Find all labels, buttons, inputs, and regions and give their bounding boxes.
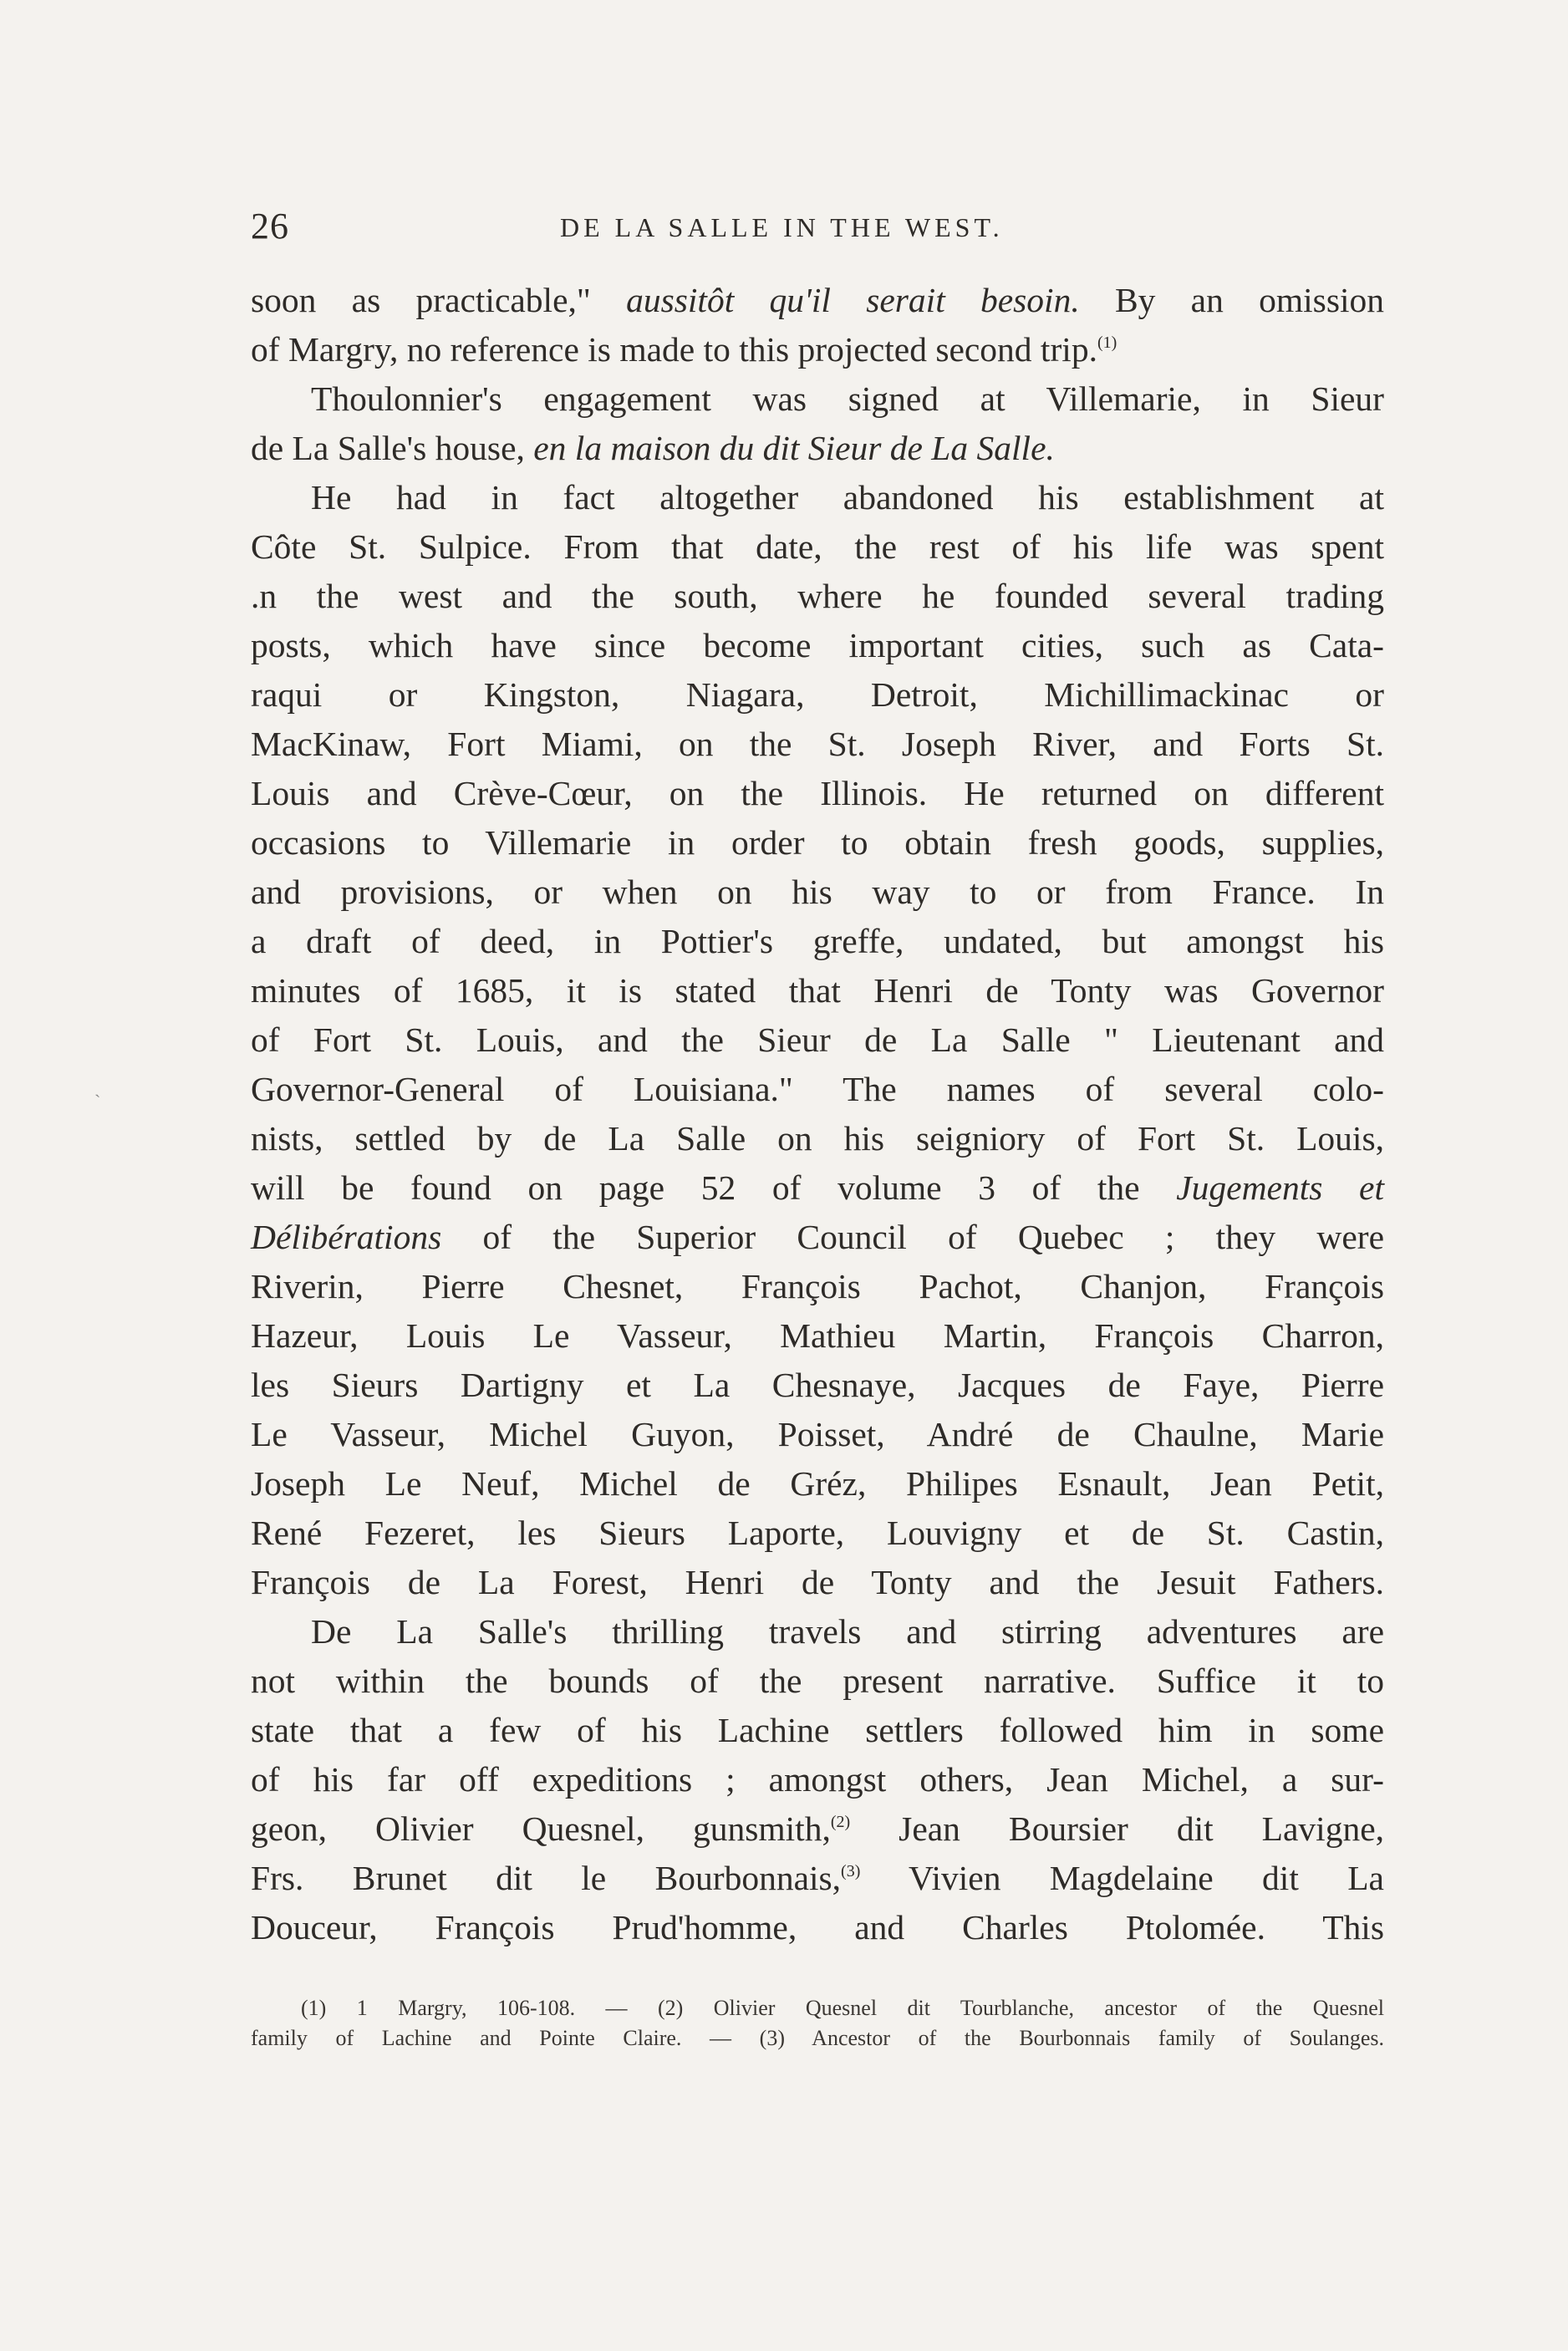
text-line: Délibérations of the Superior Council of Quebec ; they were: [251, 1218, 1384, 1256]
body-text: [251, 276, 1384, 1952]
margin-mark: `: [94, 1091, 101, 1112]
text-line: Governor-General of Louisiana." The names of several colo-: [251, 1070, 1384, 1108]
text-line: soon as practicable," aussitôt qu'il serait besoin. By an omission: [251, 281, 1384, 319]
text-line: Thoulonnier's engagement was signed at Villemarie, in Sieur: [311, 379, 1384, 418]
footnote-ref: (1): [1097, 333, 1117, 352]
footnote-ref: (3): [841, 1862, 861, 1880]
text-line: Douceur, François Prud'homme, and Charles Ptolomée. This: [251, 1908, 1384, 1946]
text-line: Frs. Brunet dit le Bourbonnais,$^{(3)}$ Vivien Magdelaine dit La: [251, 1859, 1384, 1897]
text-line: of Fort St. Louis, and the Sieur de La Salle " Lieutenant and: [251, 1020, 1384, 1059]
text-line: Le Vasseur, Michel Guyon, Poisset, André de Chaulne, Marie: [251, 1415, 1384, 1453]
text-line: .n the west and the south, where he founded several trading: [251, 577, 1384, 615]
footnotes: [251, 1993, 1384, 2053]
text-line: geon, Olivier Quesnel, gunsmith,$^{(2)}$ Jean Boursier dit Lavigne,: [251, 1809, 1384, 1848]
text-line: Côte St. Sulpice. From that date, the rest of his life was spent: [251, 527, 1384, 566]
text-line: a draft of deed, in Pottier's greffe, undated, but amongst his: [251, 922, 1384, 960]
text-line: state that a few of his Lachine settlers followed him in some: [251, 1711, 1384, 1749]
text-line: les Sieurs Dartigny et La Chesnaye, Jacques de Faye, Pierre: [251, 1366, 1384, 1404]
footnote-line: (1) 1 Margry, 106-108. — (2) Olivier Quesnel dit Tourblanche, ancestor of the Quesnel: [301, 1996, 1384, 2020]
footnote-line: family of Lachine and Pointe Claire. — (3) Ancestor of the Bourbonnais family of Soulanges.: [251, 2026, 1384, 2050]
footnote-ref: (2): [830, 1813, 851, 1831]
text-line: of Margry, no reference is made to this projected second trip.$^{(1)}$: [251, 330, 1117, 369]
text-line: François de La Forest, Henri de Tonty and the Jesuit Fathers.: [251, 1563, 1384, 1601]
text-line: René Fezeret, les Sieurs Laporte, Louvigny et de St. Castin,: [251, 1514, 1384, 1552]
text-line: of his far off expeditions ; amongst others, Jean Michel, a sur-: [251, 1760, 1384, 1799]
text-line: not within the bounds of the present narrative. Suffice it to: [251, 1661, 1384, 1700]
text-line: minutes of 1685, it is stated that Henri de Tonty was Governor: [251, 971, 1384, 1010]
text-line: nists, settled by de La Salle on his seigniory of Fort St. Louis,: [251, 1119, 1384, 1158]
text-line: De La Salle's thrilling travels and stirring adventures are: [311, 1612, 1384, 1651]
text-line: de La Salle's house, en la maison du dit Sieur de La Salle.: [251, 429, 1055, 467]
running-title: DE LA SALLE IN THE WEST.: [560, 212, 1004, 242]
text-line: raqui or Kingston, Niagara, Detroit, Michillimackinac or: [251, 675, 1384, 714]
text-line: occasions to Villemarie in order to obtain fresh goods, supplies,: [251, 823, 1384, 862]
text-line: and provisions, or when on his way to or from France. In: [251, 873, 1384, 911]
text-line: MacKinaw, Fort Miami, on the St. Joseph River, and Forts St.: [251, 725, 1384, 763]
text-line: posts, which have since become important cities, such as Cata-: [251, 626, 1384, 664]
text-line: He had in fact altogether abandoned his establishment at: [311, 478, 1384, 517]
text-line: Louis and Crève-Cœur, on the Illinois. He returned on different: [251, 774, 1384, 812]
text-line: Joseph Le Neuf, Michel de Gréz, Philipes Esnault, Jean Petit,: [251, 1464, 1384, 1503]
text-line: Riverin, Pierre Chesnet, François Pachot, Chanjon, François: [251, 1267, 1384, 1305]
running-head: [251, 205, 1384, 255]
text-line: will be found on page 52 of volume 3 of the Jugements et: [251, 1168, 1385, 1207]
text-line: Hazeur, Louis Le Vasseur, Mathieu Martin, François Charron,: [251, 1316, 1384, 1355]
page-number: 26: [251, 206, 289, 247]
